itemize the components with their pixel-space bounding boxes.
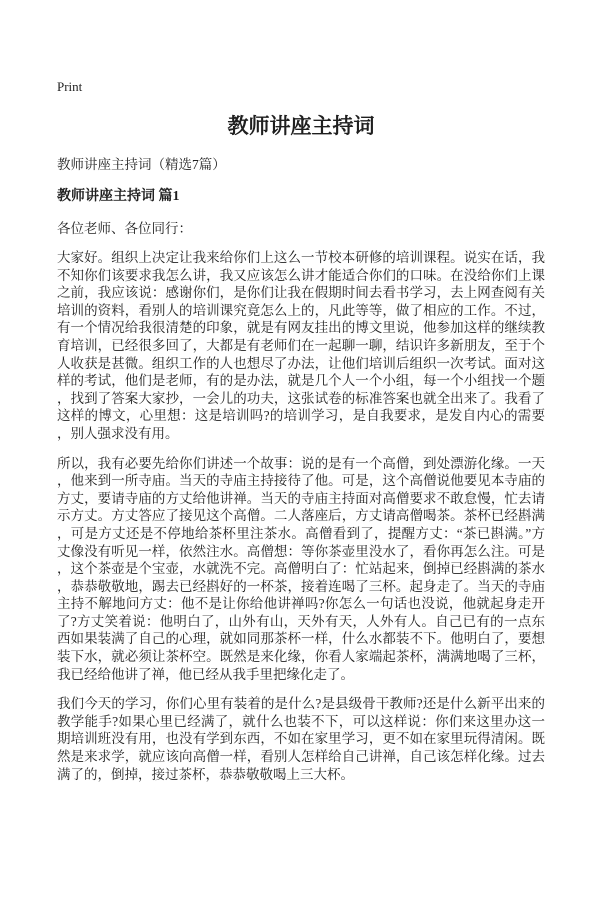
- paragraph-2: 所以，我有必要先给你们讲述一个故事：说的是有一个高僧，到处漂游化缘。一天，他来到一所寺庙。当天的寺庙主持接待了他。可是，这个高僧说他要见本寺庙的方丈，要请寺庙的方丈给他讲禅。当天的寺庙主持面对高僧要求不敢怠慢，忙去请示方丈。方丈答应了接见这个高僧。二人落座后，方丈请高僧喝茶。茶杯已经斟满，可是方丈还是不停地给茶杯里注茶水。高僧看到了，提醒方丈：“茶已斟满。”方丈像没有听见一样，依然注水。高僧想：等你茶壶里没水了，看你再怎么注。可是，这个茶壶是个宝壶，水就洗不完。高僧明白了：忙站起来，倒掉已经斟满的茶水，恭恭敬敬地，踢去已经斟好的一杯茶，接着连喝了三杯。起身走了。当天的寺庙主持不解地问方丈：他不是让你给他讲禅吗?你怎么一句话也没说，他就起身走开了?方丈笑着说：他明白了，山外有山，天外有天，人外有人。自己已有的一点东西如果装满了自己的心理，就如同那茶杯一样，什么水都装不下。他明白了，要想装下水，就必须让茶杯空。既然是来化缘，你看人家端起茶杯，满满地喝了三杯，我已经给他讲了禅，他已经从我手里把缘化走了。: [57, 455, 545, 682]
- paragraph-1: 大家好。组织上决定让我来给你们上这么一节校本研修的培训课程。说实在话，我不知你们该要求我怎么讲，我又应该怎么讲才能适合你们的口味。在没给你们上课之前，我应该说：感谢你们，是你们让我在假期时间去看书学习，去上网查阅有关培训的资料，看别人的培训课究竟怎么上的，凡此等等，做了相应的工作。不过，有一个情况给我很清楚的印象，就是有网友挂出的博文里说，他参加这样的继续教育培训，已经很多回了，大都是有老师们在一起聊一聊，结识许多新朋友，至于个人收获是甚微。组织工作的人也想尽了办法，让他们培训后组织一次考试。面对这样的考试，他们是老师，有的是办法，就是几个人一个小组，每一个小组找一个题，找到了答案大家抄，一会儿的功夫，这张试卷的标准答案也就全出来了。我看了这样的博文，心里想：这是培训吗?的培训学习，是自我要求，是发自内心的需要，别人强求没有用。: [57, 250, 545, 441]
- section-heading: 教师讲座主持词 篇1: [57, 188, 180, 204]
- print-link[interactable]: Print: [57, 79, 83, 94]
- page-title: 教师讲座主持词: [227, 114, 375, 138]
- paragraph-3: 我们今天的学习，你们心里有装着的是什么?是县级骨干教师?还是什么新平出来的教学能手?如果心里已经满了，就什么也装不下，可以这样说：你们来这里办这一期培训班没有用，也没有学到东西，不如在家里学习，更不如在家里玩得清闲。既然是来求学，就应该向高僧一样，看别人怎样给自己讲禅，自己该怎样化缘。过去满了的，倒掉，接过茶杯，恭恭敬敬喝上三大杯。: [57, 696, 545, 782]
- greeting-line: 各位老师、各位同行：: [57, 220, 192, 236]
- document-subtitle: 教师讲座主持词（精选7篇）: [57, 157, 226, 172]
